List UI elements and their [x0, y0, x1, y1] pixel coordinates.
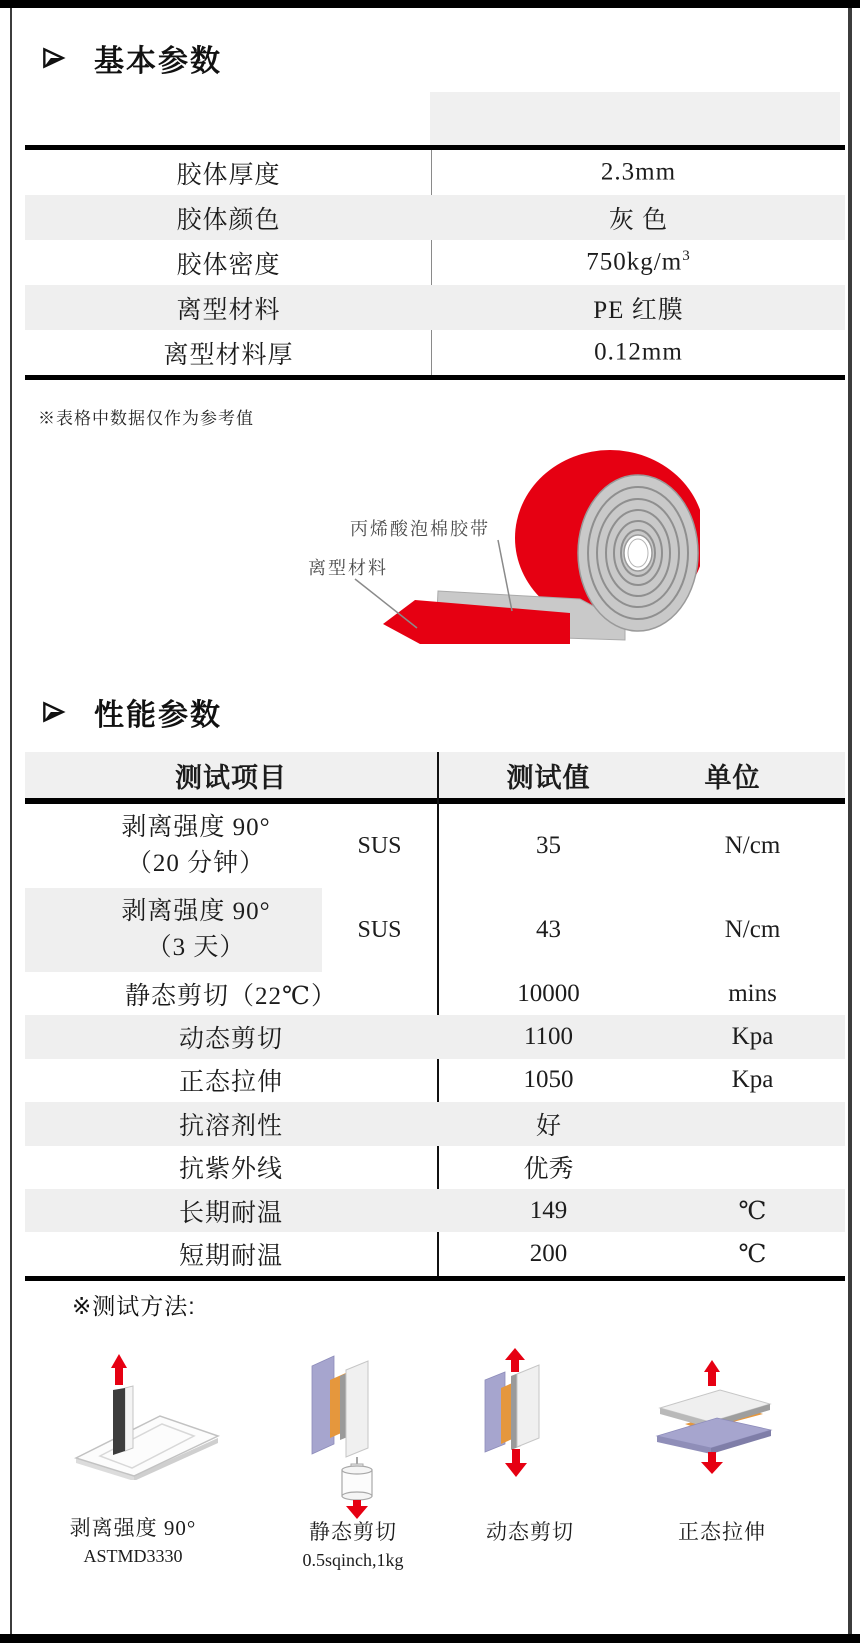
test-value: 优秀: [523, 1156, 574, 1184]
param-value: 0.12mm: [594, 338, 683, 366]
table-row: [25, 1059, 845, 1102]
test-item-label: 静态剪切（22℃）: [125, 982, 337, 1010]
performance-table-bottom-rule: [25, 1276, 845, 1281]
test-unit: ℃: [738, 1197, 767, 1225]
test-value: 35: [536, 832, 561, 859]
test-value: 1100: [523, 1023, 574, 1051]
table-row: [25, 1189, 845, 1232]
column-header-value: 测试值: [506, 762, 591, 793]
table-row: [25, 240, 845, 285]
test-unit: Kpa: [731, 1023, 774, 1051]
substrate-label: SUS: [357, 832, 402, 859]
up-arrow-icon: [704, 1360, 720, 1372]
page-border-top: [0, 0, 860, 8]
test-value: 43: [536, 916, 561, 943]
table-row: [25, 195, 845, 240]
test-value: 200: [529, 1240, 568, 1268]
column-header-unit: 单位: [704, 762, 761, 793]
table-row: [25, 1232, 845, 1275]
table-row: [25, 1146, 845, 1189]
test-unit: N/cm: [724, 832, 781, 859]
param-label: 胶体厚度: [176, 161, 281, 189]
test-item-label: 抗紫外线: [178, 1156, 283, 1184]
liner-label-leader-line: [355, 579, 417, 628]
steel-plate: [517, 1365, 539, 1447]
basic-section-header: [40, 36, 222, 80]
page-border-left: [10, 8, 12, 1634]
table-row: [25, 285, 845, 330]
test-unit: N/cm: [724, 916, 781, 943]
method-caption: 静态剪切 0.5sqinch,1kg: [302, 1520, 404, 1570]
tape-label: 丙烯酸泡棉胶带: [350, 519, 490, 539]
test-item-label: 正态拉伸: [178, 1069, 283, 1097]
performance-section-title: 性能参数: [94, 699, 222, 732]
basic-table-header-empty-cell: [430, 92, 840, 145]
test-value: 1050: [523, 1066, 574, 1094]
method-caption: 动态剪切: [486, 1520, 574, 1544]
steel-plate: [346, 1361, 368, 1457]
test-item-label: 长期耐温: [178, 1199, 283, 1227]
param-value: 灰 色: [608, 206, 669, 234]
basic-table-bottom-rule: [25, 375, 845, 380]
table-row: [25, 1015, 845, 1058]
test-item-label: 剥离强度 90° （20 分钟）: [121, 814, 271, 877]
method-caption: 剥离强度 90° ASTMD3330: [69, 1516, 197, 1566]
dynamic-shear-diagram: [475, 1346, 575, 1486]
table-row: [25, 1102, 845, 1145]
table-row: [25, 888, 845, 972]
tape-specimen: [113, 1388, 125, 1455]
arrowhead-bullet-icon: [40, 699, 66, 725]
test-unit: mins: [728, 979, 777, 1007]
param-label: 离型材料厚: [163, 341, 294, 369]
test-item-label: 抗溶剂性: [178, 1112, 283, 1140]
page-border-right: [848, 8, 852, 1634]
page-border-bottom: [0, 1634, 860, 1643]
test-unit: Kpa: [731, 1066, 774, 1094]
test-item-label: 动态剪切: [178, 1026, 283, 1054]
test-item-label: 剥离强度 90° （3 天）: [25, 888, 322, 972]
param-value: PE 红膜: [593, 296, 684, 324]
performance-table: [25, 804, 845, 1276]
param-label: 离型材料: [176, 296, 281, 324]
performance-section-header: [40, 690, 222, 734]
test-item-label: 短期耐温: [178, 1243, 283, 1271]
arrowhead-bullet-icon: [40, 45, 66, 71]
method-caption: 正态拉伸: [678, 1520, 766, 1544]
normal-tensile-diagram: [645, 1360, 780, 1475]
liner-label: 离型材料: [308, 558, 388, 578]
basic-table: [25, 150, 845, 375]
param-label: 胶体密度: [176, 251, 281, 279]
param-label: 胶体颜色: [176, 206, 281, 234]
test-unit: ℃: [738, 1241, 767, 1269]
test-methods-note: ※测试方法:: [72, 1293, 196, 1319]
test-value: 好: [535, 1112, 561, 1140]
down-arrow-icon: [701, 1462, 723, 1474]
table-row: [25, 804, 845, 888]
test-value: 149: [529, 1196, 568, 1224]
performance-table-header: [25, 752, 845, 798]
table-row: [25, 330, 845, 375]
up-arrow-icon: [505, 1348, 525, 1360]
column-header-item: 测试项目: [175, 762, 287, 793]
table-row: [25, 972, 845, 1015]
substrate-label: SUS: [357, 916, 402, 943]
static-shear-diagram: [300, 1352, 395, 1522]
reference-note: ※表格中数据仅作为参考值: [38, 409, 254, 428]
up-arrow-icon: [111, 1354, 127, 1368]
peel-strength-diagram: [68, 1350, 223, 1480]
peeled-backing: [125, 1386, 133, 1451]
down-arrow-icon: [505, 1463, 527, 1477]
basic-section-title: 基本参数: [94, 45, 222, 78]
param-value: 2.3mm: [600, 158, 677, 186]
tape-roll-diagram: [280, 443, 700, 648]
test-value: 10000: [517, 979, 580, 1007]
param-value: $750kg/m^3$: [586, 248, 691, 276]
table-row: [25, 150, 845, 195]
